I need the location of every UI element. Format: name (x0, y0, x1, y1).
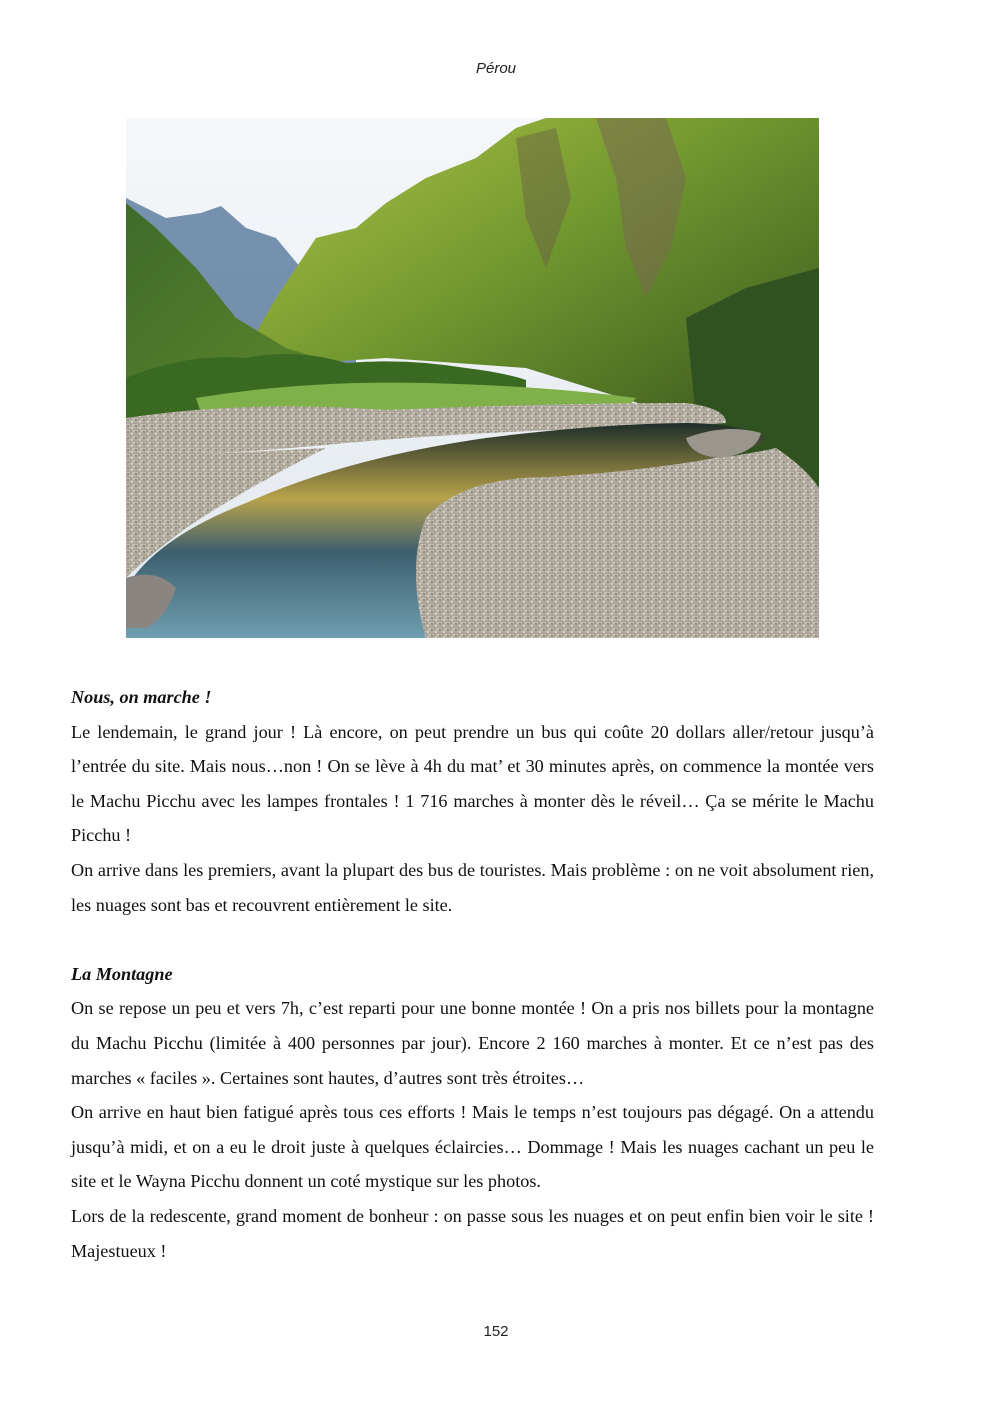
paragraph: Le lendemain, le grand jour ! Là encore, on peut prendre un bus qui coûte 20 dollars aller/retour jusqu’à l’entrée du site. Mais nous…non ! On se lève à 4h du mat’ et 30 minutes après, on commence la montée vers le Machu Picchu avec les lampes frontales ! 1 716 marches à monter dès le réveil… Ça se mérite le Machu Picchu ! (71, 721, 874, 846)
section-heading: La Montagne (71, 963, 173, 984)
section-spacer (71, 922, 874, 957)
section-heading: Nous, on marche ! (71, 687, 212, 707)
paragraph: On arrive dans les premiers, avant la plupart des bus de touristes. Mais problème : on ne voit absolument rien, les nuages sont bas et recouvrent entièrement le site. (71, 859, 874, 915)
article-body (71, 680, 874, 1268)
paragraph: On arrive en haut bien fatigué après tous ces efforts ! Mais le temps n’est toujours pas dégagé. On a attendu jusqu’à midi, et on a eu le droit juste à quelques éclaircies… Dommage ! Mais les nuages cachant un peu le site et le Wayna Picchu donnent un coté mystique sur les photos. (71, 1102, 874, 1192)
page-number: 152 (483, 1323, 509, 1340)
paragraph: Lors de la redescente, grand moment de bonheur : on passe sous les nuages et on peut enfin bien voir le site ! Majestueux ! (71, 1205, 874, 1261)
running-header: Pérou (475, 60, 517, 77)
paragraph: On se repose un peu et vers 7h, c’est reparti pour une bonne montée ! On a pris nos billets pour la montagne du Machu Picchu (limitée à 400 personnes par jour). Encore 2 160 marches à monter. Et ce n’est pas des marches « faciles ». Certaines sont hautes, d’autres sont très étroites… (71, 998, 874, 1088)
river-valley-photo (126, 118, 819, 638)
photo-illustration (126, 118, 819, 638)
